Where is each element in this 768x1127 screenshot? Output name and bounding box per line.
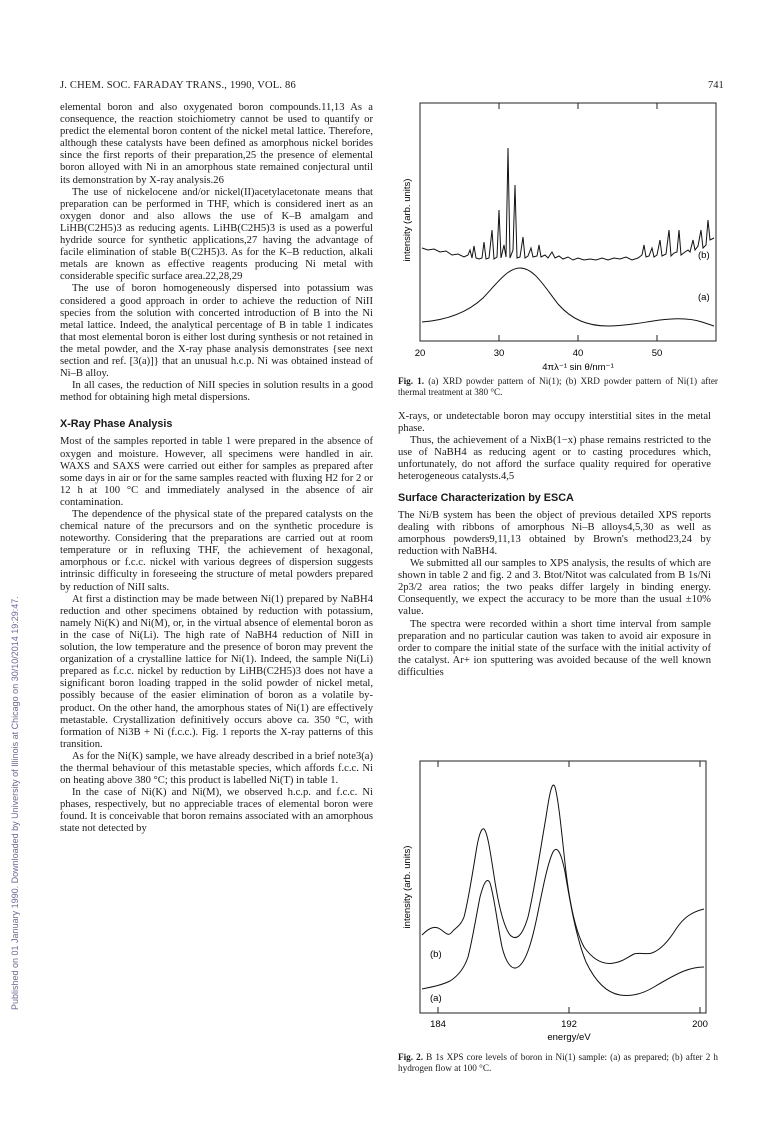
download-watermark: Published on 01 January 1990. Downloaded by University of Illinois at Chicago on 30/10/2014 19:29:47. bbox=[10, 596, 20, 1010]
paragraph: X-rays, or undetectable boron may occupy interstitial sites in the metal phase. bbox=[398, 411, 711, 435]
paragraph: In all cases, the reduction of NiII species in solution results in a good method for obtaining high metal dispersions. bbox=[60, 380, 373, 404]
caption-label: Fig. 1. bbox=[398, 376, 425, 386]
tick-label: 184 bbox=[430, 1019, 446, 1030]
paragraph: At first a distinction may be made between Ni(1) prepared by NaBH4 reduction and other specimens obtained by reduction with potassium, namely Ni(K) and Ni(M), or, in the virtual absence of elemental boron as in the case of Ni(Li). The high rate of NaBH4 reduction of NiII in solution, the low temperature and the presence of boron may prevent the organization of a crystalline lattice for Ni(1). Indeed, the sample Ni(Li) prepared as f.c.c. nickel by reduction by LiHB(C2H5)3 does not have a significant boron loading trapped in the solid powder of nickel metal, possibly because of the easier elimination of boron as a volatile by-product. On the other hand, the amorphous states of Ni(1) are effectively metastable. Crystallization definitively occurs above ca. 350 °C, with formation of Ni3B + Ni (f.c.c.). Fig. 1 reports the X-ray patterns of this transition. bbox=[60, 593, 373, 750]
paragraph: Most of the samples reported in table 1 were prepared in the absence of oxygen and moisture. However, all specimens were handled in air. WAXS and SAXS were carried out either for samples as prepared after some days in air or for the same samples reacted with fluxing H2 for 2 or 12 h at 100 °C and immediately analysed in the absence of air contamination. bbox=[60, 436, 373, 508]
paragraph: The use of nickelocene and/or nickel(II)acetylacetonate means that preparation can be performed in THF, which is considered inert as an oxygen donor and also allows the use of K–B amalgam and LiHB(C2H5)3 as reducing agents. LiHB(C2H5)3 is used as a powerful hydride source for synthetic applications,27 having the advantage of facile elimination of stable B(C2H5)3. As for the K–B reduction, alkali metals are known as effective reagents producing Ni metal with considerable specific surface area.22,28,29 bbox=[60, 186, 373, 283]
figure-1-plot bbox=[398, 100, 718, 380]
paragraph: The dependence of the physical state of the prepared catalysts on the chemical nature of the precursors and on the synthetic procedure is noteworthy. Considering that the preparations are carried out at room temperature or in refluxing THF, the achievement of hexagonal, amorphous or f.c.c. nickel with various degrees of dispersion suggests intrinsic difficulty in foreseeing the structure of metal powders prepared by reduction of NiII salts. bbox=[60, 509, 373, 593]
running-head: J. CHEM. SOC. FARADAY TRANS., 1990, VOL. 86 bbox=[60, 80, 296, 91]
caption-label: Fig. 2. bbox=[398, 1052, 424, 1062]
tick-label: 20 bbox=[414, 348, 426, 359]
right-column bbox=[398, 411, 711, 679]
figure-1 bbox=[398, 100, 718, 380]
figure-2 bbox=[398, 757, 718, 1047]
caption-text: B 1s XPS core levels of boron in Ni(1) sample: (a) as prepared; (b) after 2 h hydrogen flow at 100 °C. bbox=[398, 1052, 718, 1073]
xps-curve-b bbox=[422, 785, 704, 963]
xrd-curve-a bbox=[422, 268, 714, 326]
curve-label-b: (b) bbox=[430, 949, 442, 960]
xps-curve-a bbox=[422, 849, 704, 995]
section-heading-esca: Surface Characterization by ESCA bbox=[398, 491, 574, 504]
figure-2-plot bbox=[398, 757, 718, 1047]
tick-label: 192 bbox=[561, 1019, 577, 1030]
y-axis-label: intensity (arb. units) bbox=[402, 178, 413, 262]
x-axis-label: energy/eV bbox=[547, 1032, 591, 1043]
paragraph: The spectra were recorded within a short time interval from sample preparation and no particular caution was taken to avoid air exposure in order to compare the initial state of the surface with the initial activity of the catalyst. Ar+ ion sputtering was avoided because of the well known difficulties bbox=[398, 618, 711, 678]
paragraph: Thus, the achievement of a NixB(1−x) phase remains restricted to the use of NaBH4 as reducing agent or to casting procedures which, unfortunately, do not afford the surface quality required for operative heterogeneous catalysts.4,5 bbox=[398, 435, 711, 483]
tick-label: 200 bbox=[692, 1019, 708, 1030]
section-heading-xray: X-Ray Phase Analysis bbox=[60, 418, 173, 431]
caption-text: (a) XRD powder pattern of Ni(1); (b) XRD powder pattern of Ni(1) after thermal treatment at 380 °C. bbox=[398, 376, 718, 397]
page-number: 741 bbox=[708, 80, 724, 91]
xrd-curve-b bbox=[422, 148, 714, 260]
tick-label: 50 bbox=[651, 348, 663, 359]
paragraph: elemental boron and also oxygenated boron compounds.11,13 As a consequence, the reaction stoichiometry cannot be used to quantify or predict the elemental boron content of the nickel metal lattice. Therefore, although these catalysts have been defined as amorphous nickel borides since the first reports of their preparation,25 the presence of elemental boron alloyed with Ni in an amorphous state remained conjectural until its demonstration by X-ray analysis.26 bbox=[60, 102, 373, 186]
figure-2-caption bbox=[398, 1052, 718, 1074]
tick-label: 40 bbox=[572, 348, 584, 359]
paragraph: We submitted all our samples to XPS analysis, the results of which are shown in table 2 and fig. 2 and 3. Btot/Nitot was calculated from B 1s/Ni 2p3/2 area ratios; the two peaks differ largely in binding energy. Consequently, we expect the accuracy to be more than the usual ±10% value. bbox=[398, 558, 711, 618]
paragraph: The Ni/B system has been the object of previous detailed XPS reports dealing with ribbons of amorphous Ni–B alloys4,5,30 as well as amorphous powders9,11,13 obtained by Brown's method23,24 by reduction with NaBH4. bbox=[398, 509, 711, 557]
curve-label-a: (a) bbox=[698, 292, 710, 303]
y-axis-label: intensity (arb. units) bbox=[402, 845, 413, 929]
paragraph: As for the Ni(K) sample, we have already described in a brief note3(a) the thermal behaviour of this metastable species, which affords f.c.c. Ni on heating above 380 °C; this product is labelled Ni(T) in table 1. bbox=[60, 750, 373, 787]
paragraph: The use of boron homogeneously dispersed into potassium was considered a good approach in order to achieve the reduction of NiII species from the solution with concerted introduction of B into the Ni metal lattice. Indeed, the analytical percentage of B in table 1 indicates that most elemental boron is either lost during synthesis or not retained in the metal powder, and the X-ray phase analysis demonstrates {see next section and ref. [3(a)]} that an unusual h.c.p. Ni was obtained instead of Ni–B alloy. bbox=[60, 283, 373, 380]
figure-1-caption bbox=[398, 376, 718, 398]
curve-label-b: (b) bbox=[698, 250, 710, 261]
tick-label: 30 bbox=[493, 348, 505, 359]
left-column bbox=[60, 102, 373, 836]
x-axis-label: 4πλ⁻¹ sin θ/nm⁻¹ bbox=[542, 362, 614, 373]
paragraph: In the case of Ni(K) and Ni(M), we observed h.c.p. and f.c.c. Ni phases, respectively, but no appreciable traces of elemental boron were found. It is conceivable that boron remains associated with an amorphous state not detected by bbox=[60, 787, 373, 835]
curve-label-a: (a) bbox=[430, 993, 442, 1004]
